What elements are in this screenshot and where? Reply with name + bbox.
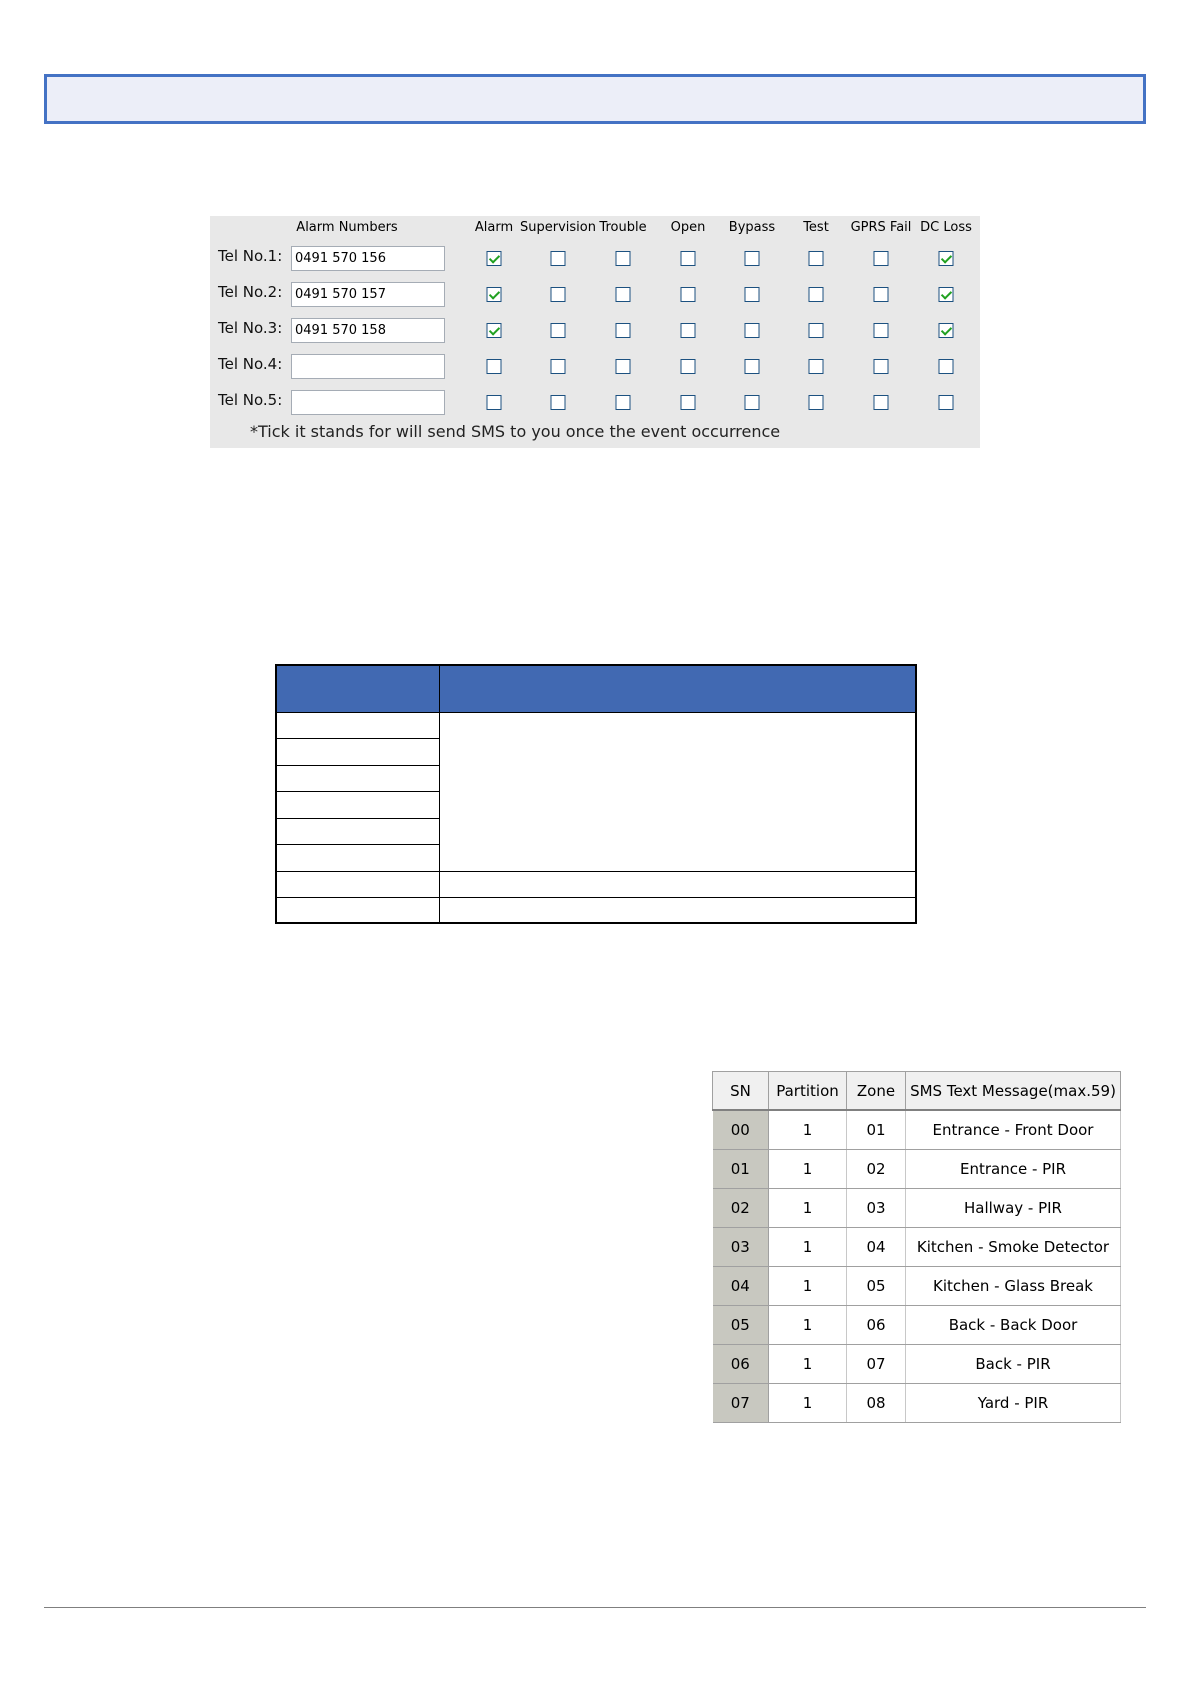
event-column-header: Bypass xyxy=(728,220,776,235)
sms-message-cell: Back - PIR xyxy=(906,1345,1121,1384)
event-checkbox[interactable] xyxy=(551,287,566,302)
partition-cell: 1 xyxy=(769,1384,847,1423)
tel-number-input[interactable] xyxy=(291,390,445,415)
event-checkbox[interactable] xyxy=(809,287,824,302)
event-checkbox[interactable] xyxy=(616,395,631,410)
zone-cell: 04 xyxy=(847,1228,906,1267)
sn-cell: 05 xyxy=(713,1306,769,1345)
event-checkbox[interactable] xyxy=(874,395,889,410)
event-checkbox[interactable] xyxy=(487,251,502,266)
event-checkbox[interactable] xyxy=(874,251,889,266)
sms-message-cell: Back - Back Door xyxy=(906,1306,1121,1345)
row-divider xyxy=(277,897,915,898)
sms-settings-panel xyxy=(210,216,980,448)
sms-message-cell: Yard - PIR xyxy=(906,1384,1121,1423)
tel-label: Tel No.3: xyxy=(218,319,283,337)
partition-cell: 1 xyxy=(769,1306,847,1345)
table-header-row xyxy=(277,666,915,713)
row-divider xyxy=(277,844,439,845)
partition-cell: 1 xyxy=(769,1267,847,1306)
alarm-numbers-header: Alarm Numbers xyxy=(296,220,398,235)
tel-number-input[interactable] xyxy=(291,318,445,343)
zone-column-header: Partition xyxy=(769,1072,847,1111)
event-checkbox[interactable] xyxy=(616,323,631,338)
blank-reference-table xyxy=(275,664,917,924)
tel-label: Tel No.4: xyxy=(218,355,283,373)
partition-cell: 1 xyxy=(769,1110,847,1150)
event-checkbox[interactable] xyxy=(745,323,760,338)
table-row[interactable] xyxy=(713,1384,1121,1423)
tel-label: Tel No.2: xyxy=(218,283,283,301)
table-row[interactable] xyxy=(713,1345,1121,1384)
section-title-bar xyxy=(44,74,1146,124)
event-checkbox[interactable] xyxy=(939,395,954,410)
event-checkbox[interactable] xyxy=(809,251,824,266)
partition-cell: 1 xyxy=(769,1150,847,1189)
event-checkbox[interactable] xyxy=(487,395,502,410)
zone-cell: 02 xyxy=(847,1150,906,1189)
zone-column-header: SMS Text Message(max.59) xyxy=(906,1072,1121,1111)
sn-cell: 01 xyxy=(713,1150,769,1189)
sms-message-cell: Entrance - Front Door xyxy=(906,1110,1121,1150)
event-column-header: GPRS Fail xyxy=(850,220,912,235)
event-checkbox[interactable] xyxy=(874,287,889,302)
event-column-header: Trouble xyxy=(599,220,647,235)
zone-cell: 05 xyxy=(847,1267,906,1306)
tel-label: Tel No.1: xyxy=(218,247,283,265)
event-checkbox[interactable] xyxy=(681,395,696,410)
zone-column-header: Zone xyxy=(847,1072,906,1111)
event-checkbox[interactable] xyxy=(874,323,889,338)
event-column-header: DC Loss xyxy=(920,220,972,235)
event-checkbox[interactable] xyxy=(551,251,566,266)
event-checkbox[interactable] xyxy=(551,323,566,338)
event-checkbox[interactable] xyxy=(551,395,566,410)
partition-cell: 1 xyxy=(769,1228,847,1267)
event-checkbox[interactable] xyxy=(681,323,696,338)
event-checkbox[interactable] xyxy=(681,251,696,266)
zone-cell: 06 xyxy=(847,1306,906,1345)
zone-column-header: SN xyxy=(713,1072,769,1111)
table-row[interactable] xyxy=(713,1150,1121,1189)
sn-cell: 03 xyxy=(713,1228,769,1267)
row-divider xyxy=(277,818,439,819)
zone-cell: 01 xyxy=(847,1110,906,1150)
event-column-header: Test xyxy=(803,220,829,235)
event-checkbox[interactable] xyxy=(681,359,696,374)
tel-number-input[interactable] xyxy=(291,282,445,307)
sms-message-cell: Hallway - PIR xyxy=(906,1189,1121,1228)
event-checkbox[interactable] xyxy=(939,287,954,302)
zone-sms-table xyxy=(712,1071,1121,1423)
event-checkbox[interactable] xyxy=(809,359,824,374)
event-checkbox[interactable] xyxy=(616,359,631,374)
column-divider xyxy=(439,666,440,922)
sn-cell: 04 xyxy=(713,1267,769,1306)
zone-cell: 03 xyxy=(847,1189,906,1228)
sn-cell: 00 xyxy=(713,1110,769,1150)
row-divider xyxy=(277,791,439,792)
tick-note: *Tick it stands for will send SMS to you once the event occurrence xyxy=(250,422,781,441)
event-checkbox[interactable] xyxy=(487,359,502,374)
table-row[interactable] xyxy=(713,1110,1121,1150)
event-checkbox[interactable] xyxy=(939,359,954,374)
footer-rule xyxy=(44,1607,1146,1608)
zone-cell: 08 xyxy=(847,1384,906,1423)
sn-cell: 02 xyxy=(713,1189,769,1228)
zone-cell: 07 xyxy=(847,1345,906,1384)
sms-message-cell: Kitchen - Smoke Detector xyxy=(906,1228,1121,1267)
table-row[interactable] xyxy=(713,1267,1121,1306)
table-row[interactable] xyxy=(713,1306,1121,1345)
event-column-header: Supervision xyxy=(520,220,596,235)
sn-cell: 06 xyxy=(713,1345,769,1384)
table-row[interactable] xyxy=(713,1189,1121,1228)
partition-cell: 1 xyxy=(769,1345,847,1384)
event-column-header: Open xyxy=(670,220,706,235)
event-checkbox[interactable] xyxy=(616,251,631,266)
event-checkbox[interactable] xyxy=(745,251,760,266)
tel-number-input[interactable] xyxy=(291,246,445,271)
tel-label: Tel No.5: xyxy=(218,391,283,409)
row-divider xyxy=(277,738,439,739)
table-row[interactable] xyxy=(713,1228,1121,1267)
event-checkbox[interactable] xyxy=(551,359,566,374)
event-checkbox[interactable] xyxy=(745,287,760,302)
event-checkbox[interactable] xyxy=(809,323,824,338)
zone-table-header xyxy=(713,1072,1121,1111)
event-checkbox[interactable] xyxy=(809,395,824,410)
sn-cell: 07 xyxy=(713,1384,769,1423)
event-checkbox[interactable] xyxy=(874,359,889,374)
event-checkbox[interactable] xyxy=(939,323,954,338)
event-checkbox[interactable] xyxy=(616,287,631,302)
event-checkbox[interactable] xyxy=(745,359,760,374)
row-divider xyxy=(277,871,915,872)
event-checkbox[interactable] xyxy=(681,287,696,302)
event-checkbox[interactable] xyxy=(487,287,502,302)
event-checkbox[interactable] xyxy=(745,395,760,410)
sms-message-cell: Kitchen - Glass Break xyxy=(906,1267,1121,1306)
event-checkbox[interactable] xyxy=(487,323,502,338)
sms-message-cell: Entrance - PIR xyxy=(906,1150,1121,1189)
row-divider xyxy=(277,765,439,766)
event-column-header: Alarm xyxy=(474,220,514,235)
tel-number-input[interactable] xyxy=(291,354,445,379)
partition-cell: 1 xyxy=(769,1189,847,1228)
event-checkbox[interactable] xyxy=(939,251,954,266)
